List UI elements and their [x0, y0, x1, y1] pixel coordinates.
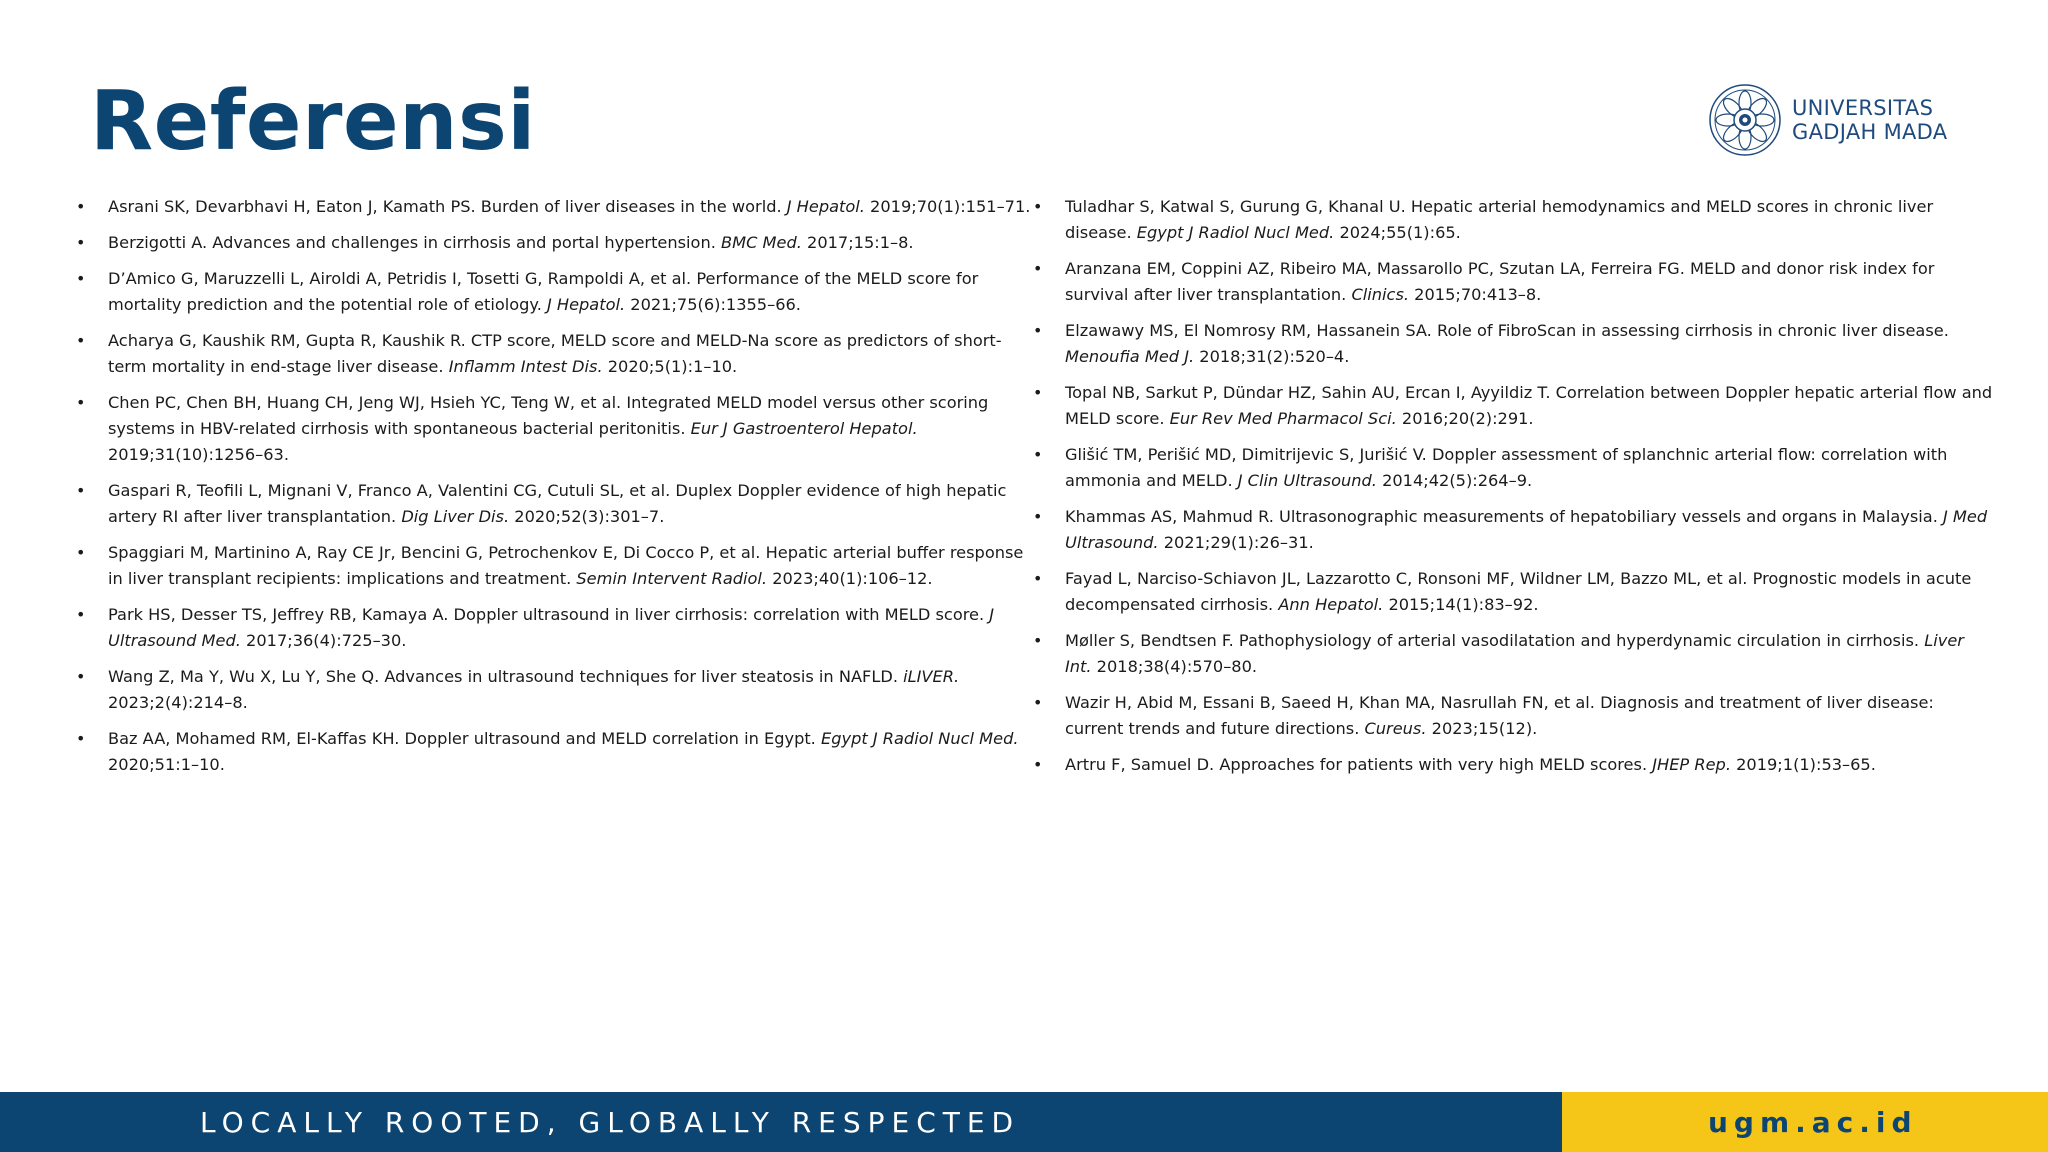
reference-citation: 2019;70(1):151–71. — [864, 197, 1031, 216]
reference-authors-title: D’Amico G, Maruzzelli L, Airoldi A, Petridis I, Tosetti G, Rampoldi A, et al. Performance of the MELD score for mortality prediction and the potential role of etiology. — [108, 269, 979, 314]
reference-citation: 2018;38(4):570–80. — [1091, 657, 1258, 676]
reference-authors-title: Glišić TM, Perišić MD, Dimitrijevic S, Jurišić V. Doppler assessment of splanchnic arterial flow: correlation with ammonia and MELD. — [1065, 445, 1948, 490]
reference-citation: 2020;5(1):1–10. — [602, 357, 738, 376]
footer-tagline-band — [0, 1092, 1562, 1152]
reference-journal: J Ultrasound Med. — [108, 605, 995, 650]
reference-item — [74, 664, 1036, 716]
reference-citation: 2014;42(5):264–9. — [1376, 471, 1533, 490]
university-name-line-1: UNIVERSITAS — [1792, 96, 1934, 120]
reference-item — [74, 602, 1036, 654]
reference-item — [74, 726, 1036, 778]
reference-journal: BMC Med. — [721, 233, 802, 252]
reference-item — [1031, 752, 1993, 778]
reference-citation: 2024;55(1):65. — [1334, 223, 1461, 242]
bullet-icon: • — [1033, 383, 1043, 402]
reference-journal: J Med Ultrasound. — [1065, 507, 1988, 552]
reference-item — [1031, 318, 1993, 370]
reference-journal: iLIVER. — [903, 667, 960, 686]
reference-journal: Semin Intervent Radiol. — [576, 569, 768, 588]
reference-citation: 2023;40(1):106–12. — [767, 569, 933, 588]
reference-journal: Eur Rev Med Pharmacol Sci. — [1169, 409, 1397, 428]
reference-item — [1031, 442, 1993, 494]
bullet-icon: • — [1033, 507, 1043, 526]
reference-journal: Eur J Gastroenterol Hepatol. — [690, 419, 918, 438]
reference-list-left — [74, 194, 1036, 788]
reference-journal: Menoufia Med J. — [1065, 347, 1195, 366]
reference-citation: 2019;31(10):1256–63. — [108, 445, 289, 464]
reference-authors-title: Fayad L, Narciso-Schiavon JL, Lazzarotto C, Ronsoni MF, Wildner LM, Bazzo ML, et al. Prognostic models in acute decompensated cirrhosis. — [1065, 569, 1972, 614]
reference-authors-title: Park HS, Desser TS, Jeffrey RB, Kamaya A. Doppler ultrasound in liver cirrhosis: correlation with MELD score. — [108, 605, 990, 624]
bullet-icon: • — [76, 605, 86, 624]
reference-citation: 2023;15(12). — [1426, 719, 1538, 738]
reference-citation: 2015;70:413–8. — [1409, 285, 1542, 304]
reference-citation: 2021;75(6):1355–66. — [625, 295, 801, 314]
bullet-icon: • — [1033, 321, 1043, 340]
footer-website-band — [1562, 1092, 2048, 1152]
university-name-line-2: GADJAH MADA — [1792, 120, 1948, 144]
reference-citation: 2019;1(1):53–65. — [1730, 755, 1876, 774]
reference-authors-title: Acharya G, Kaushik RM, Gupta R, Kaushik R. CTP score, MELD score and MELD-Na score as predictors of short-term mortality in end-stage liver disease. — [108, 331, 1002, 376]
reference-journal: J Hepatol. — [546, 295, 626, 314]
reference-citation: 2018;31(2):520–4. — [1194, 347, 1350, 366]
reference-citation: 2021;29(1):26–31. — [1158, 533, 1314, 552]
reference-item — [1031, 194, 1993, 246]
reference-authors-title: Wang Z, Ma Y, Wu X, Lu Y, She Q. Advances in ultrasound techniques for liver steatosis in NAFLD. — [108, 667, 904, 686]
bullet-icon: • — [76, 233, 86, 252]
reference-citation: 2017;15:1–8. — [801, 233, 914, 252]
reference-authors-title: Elzawawy MS, El Nomrosy RM, Hassanein SA. Role of FibroScan in assessing cirrhosis in chronic liver disease. — [1065, 321, 1949, 340]
university-name — [1792, 96, 1947, 144]
reference-list-right — [1031, 194, 1993, 788]
footer-bar — [0, 1092, 2048, 1152]
reference-authors-title: Gaspari R, Teofili L, Mignani V, Franco A, Valentini CG, Cutuli SL, et al. Duplex Doppler evidence of high hepatic artery RI after liver transplantation. — [108, 481, 1007, 526]
reference-citation: 2017;36(4):725–30. — [240, 631, 407, 650]
bullet-icon: • — [76, 197, 86, 216]
bullet-icon: • — [1033, 445, 1043, 464]
footer-website: ugm.ac.id — [1708, 1105, 1918, 1139]
reference-item — [1031, 566, 1993, 618]
bullet-icon: • — [76, 393, 86, 412]
bullet-icon: • — [1033, 755, 1043, 774]
reference-journal: Egypt J Radiol Nucl Med. — [820, 729, 1019, 748]
reference-item — [1031, 256, 1993, 308]
reference-authors-title: Wazir H, Abid M, Essani B, Saeed H, Khan MA, Nasrullah FN, et al. Diagnosis and treatment of liver disease: current trends and future directions. — [1065, 693, 1934, 738]
reference-item — [1031, 628, 1993, 680]
reference-item — [74, 266, 1036, 318]
reference-citation: 2023;2(4):214–8. — [108, 693, 248, 712]
reference-item — [74, 230, 1036, 256]
reference-authors-title: Aranzana EM, Coppini AZ, Ribeiro MA, Massarollo PC, Szutan LA, Ferreira FG. MELD and donor risk index for survival after liver transplantation. — [1065, 259, 1935, 304]
reference-authors-title: Tuladhar S, Katwal S, Gurung G, Khanal U. Hepatic arterial hemodynamics and MELD scores in chronic liver disease. — [1065, 197, 1934, 242]
reference-authors-title: Baz AA, Mohamed RM, El-Kaffas KH. Doppler ultrasound and MELD correlation in Egypt. — [108, 729, 821, 748]
reference-authors-title: Artru F, Samuel D. Approaches for patients with very high MELD scores. — [1065, 755, 1653, 774]
reference-authors-title: Asrani SK, Devarbhavi H, Eaton J, Kamath PS. Burden of liver diseases in the world. — [108, 197, 787, 216]
reference-authors-title: Møller S, Bendtsen F. Pathophysiology of arterial vasodilatation and hyperdynamic circulation in cirrhosis. — [1065, 631, 1925, 650]
reference-item — [1031, 380, 1993, 432]
reference-authors-title: Topal NB, Sarkut P, Dündar HZ, Sahin AU, Ercan I, Ayyildiz T. Correlation between Doppler hepatic arterial flow and MELD score. — [1065, 383, 1993, 428]
footer-tagline: LOCALLY ROOTED, GLOBALLY RESPECTED — [200, 1105, 1021, 1139]
reference-authors-title: Spaggiari M, Martinino A, Ray CE Jr, Bencini G, Petrochenkov E, Di Cocco P, et al. Hepatic arterial buffer response in liver transplant recipients: implications and treatment. — [108, 543, 1024, 588]
reference-journal: J Hepatol. — [786, 197, 865, 216]
reference-journal: Egypt J Radiol Nucl Med. — [1136, 223, 1335, 242]
reference-item — [74, 328, 1036, 380]
reference-item — [74, 194, 1036, 220]
bullet-icon: • — [1033, 693, 1043, 712]
bullet-icon: • — [76, 729, 86, 748]
reference-item — [1031, 690, 1993, 742]
reference-item — [74, 540, 1036, 592]
reference-item — [74, 390, 1036, 468]
reference-journal: Dig Liver Dis. — [401, 507, 510, 526]
bullet-icon: • — [1033, 631, 1043, 650]
ugm-emblem-icon — [1708, 83, 1782, 157]
slide-title: Referensi — [90, 74, 536, 169]
reference-journal: Clinics. — [1351, 285, 1410, 304]
reference-journal: Ann Hepatol. — [1278, 595, 1384, 614]
reference-item — [1031, 504, 1993, 556]
bullet-icon: • — [1033, 197, 1043, 216]
reference-authors-title: Berzigotti A. Advances and challenges in cirrhosis and portal hypertension. — [108, 233, 722, 252]
reference-journal: JHEP Rep. — [1652, 755, 1731, 774]
reference-citation: 2015;14(1):83–92. — [1383, 595, 1539, 614]
reference-item — [74, 478, 1036, 530]
bullet-icon: • — [76, 331, 86, 350]
reference-citation: 2020;52(3):301–7. — [509, 507, 665, 526]
bullet-icon: • — [76, 667, 86, 686]
reference-journal: Cureus. — [1364, 719, 1427, 738]
reference-authors-title: Khammas AS, Mahmud R. Ultrasonographic measurements of hepatobiliary vessels and organs in Malaysia. — [1065, 507, 1943, 526]
bullet-icon: • — [76, 481, 86, 500]
bullet-icon: • — [1033, 259, 1043, 278]
university-logo — [1708, 80, 1958, 160]
reference-journal: Inflamm Intest Dis. — [448, 357, 603, 376]
reference-citation: 2016;20(2):291. — [1396, 409, 1534, 428]
reference-authors-title: Chen PC, Chen BH, Huang CH, Jeng WJ, Hsieh YC, Teng W, et al. Integrated MELD model versus other scoring systems in HBV-related cirrhosis with spontaneous bacterial peritonitis. — [108, 393, 989, 438]
bullet-icon: • — [76, 269, 86, 288]
bullet-icon: • — [76, 543, 86, 562]
reference-journal: J Clin Ultrasound. — [1237, 471, 1377, 490]
bullet-icon: • — [1033, 569, 1043, 588]
reference-journal: Liver Int. — [1065, 631, 1964, 676]
reference-citation: 2020;51:1–10. — [108, 755, 225, 774]
